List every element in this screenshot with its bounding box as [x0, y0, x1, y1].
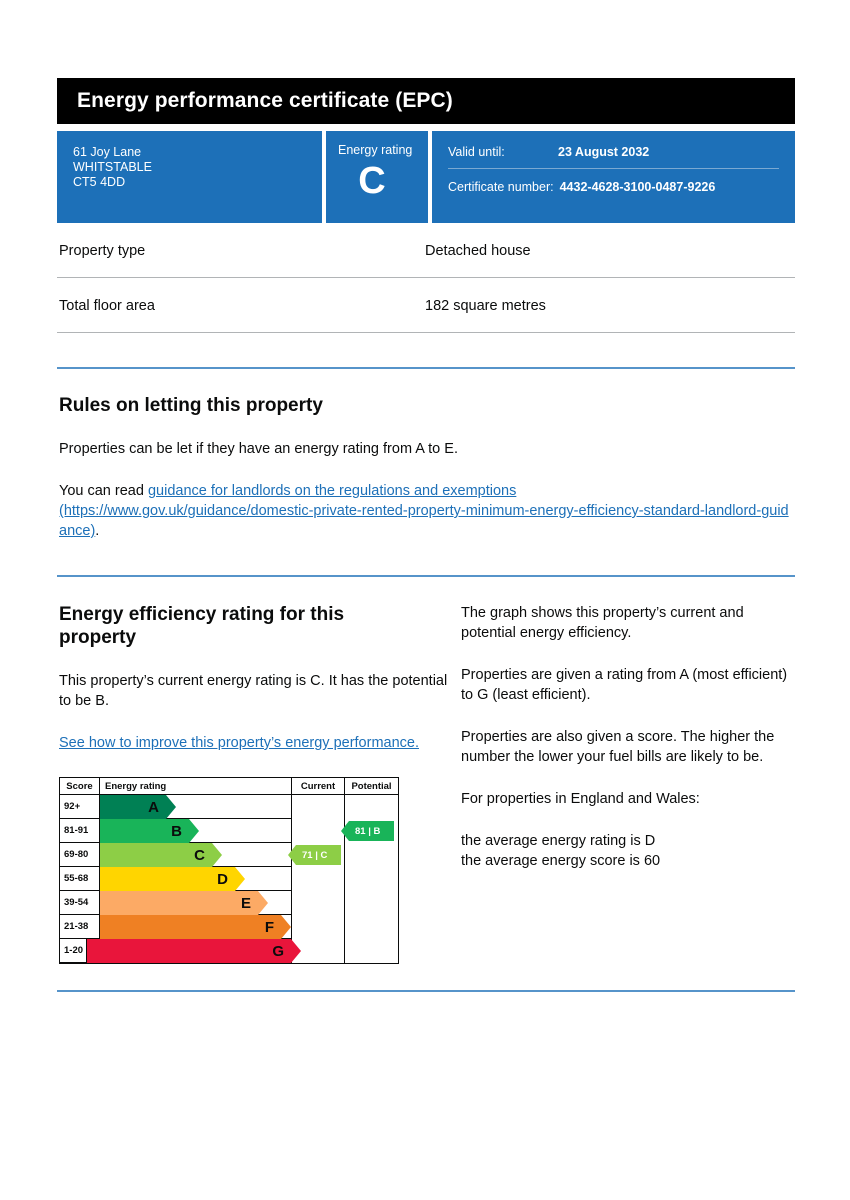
efficiency-heading: Energy efficiency rating for this property [59, 604, 345, 648]
graph-explanation-4: For properties in England and Wales: [461, 791, 700, 807]
guidance-suffix: . [95, 523, 100, 539]
detail-key: Property type [59, 243, 146, 259]
band-score-label: 55-68 [60, 867, 100, 891]
graph-column-potential: Potential [351, 780, 392, 792]
graph-header-row [60, 778, 398, 795]
detail-value: 182 square metres [425, 298, 546, 314]
landlord-guidance-link[interactable]: guidance for landlords on the regulations and exemptions [147, 483, 517, 499]
band-letter: A [148, 798, 159, 816]
graph-current-column [292, 795, 345, 963]
band-bar-wrapper [100, 819, 291, 843]
graph-explanation-3: Properties are also given a score. The higher the number the lower your fuel bills are likely to be. [461, 729, 775, 765]
band-letter: F [264, 918, 274, 936]
certificate-number-value: 4432-4628-3100-0487-9226 [559, 180, 716, 194]
graph-bands [60, 795, 292, 963]
potential-rating-marker [349, 821, 394, 841]
detail-value: Detached house [425, 243, 531, 259]
graph-band-row [60, 867, 291, 891]
detail-row [57, 278, 795, 333]
improve-performance-link[interactable]: See how to improve this property’s energy performance. [59, 735, 419, 751]
band-letter: B [171, 822, 182, 840]
detail-row [57, 223, 795, 278]
current-rating-marker [296, 845, 341, 865]
improve-link-paragraph [59, 733, 455, 753]
letting-paragraph: Properties can be let if they have an energy rating from A to E. [59, 441, 458, 457]
average-score-line: the average energy score is 60 [461, 853, 661, 869]
address-line-3: CT5 4DD [73, 175, 126, 189]
landlord-guidance-url[interactable]: (https://www.gov.uk/guidance/domestic-private-rented-property-minimum-energy-efficiency-standard-landlord-guidance) [59, 503, 789, 539]
graph-band-row [60, 819, 291, 843]
graph-band-row [60, 843, 291, 867]
valid-until-label: Valid until: [448, 145, 505, 159]
document-title-bar [57, 78, 795, 124]
valid-until-row [448, 145, 779, 169]
graph-column-score: Score [60, 778, 100, 795]
section-divider [57, 575, 795, 577]
graph-potential-column [345, 795, 398, 963]
band-bar [100, 915, 281, 939]
band-bar [100, 867, 235, 891]
band-letter: G [272, 942, 284, 960]
graph-band-row [60, 915, 291, 939]
address-line-1: 61 Joy Lane [73, 145, 142, 159]
current-rating-marker-label: 71 | C [302, 849, 328, 861]
band-letter: D [217, 870, 228, 888]
band-score-label: 21-38 [60, 915, 100, 939]
property-address [57, 131, 322, 223]
band-score-label: 1-20 [60, 939, 87, 963]
band-score-label: 81-91 [60, 819, 100, 843]
graph-explanation-2: Properties are given a rating from A (most efficient) to G (least efficient). [461, 667, 788, 703]
document-content [57, 78, 795, 992]
efficiency-left-column [57, 603, 455, 964]
efficiency-section [57, 603, 795, 964]
graph-body [60, 795, 398, 963]
band-score-label: 92+ [60, 795, 100, 819]
band-letter: C [194, 846, 205, 864]
band-bar [87, 939, 291, 963]
certificate-number-label: Certificate number: [448, 180, 554, 194]
energy-rating-letter: C [358, 160, 386, 202]
letting-guidance-paragraph [59, 481, 795, 541]
band-bar-wrapper [100, 867, 291, 891]
energy-rating-label: Energy rating [338, 143, 413, 157]
band-bar-wrapper [100, 843, 291, 867]
efficiency-current-text: This property’s current energy rating is C. It has the potential to be B. [59, 673, 448, 709]
validity-block [432, 131, 795, 223]
page-title: Energy performance certificate (EPC) [77, 89, 453, 112]
graph-band-row [60, 891, 291, 915]
energy-efficiency-graph [59, 777, 399, 964]
band-score-label: 39-54 [60, 891, 100, 915]
summary-band [57, 131, 795, 223]
efficiency-right-column [455, 603, 795, 964]
band-bar-wrapper [100, 795, 291, 819]
band-bar [100, 843, 212, 867]
graph-band-row [60, 939, 291, 963]
graph-explanation-1: The graph shows this property’s current and potential energy efficiency. [461, 605, 744, 641]
band-letter: E [240, 894, 251, 912]
graph-band-row [60, 795, 291, 819]
potential-rating-marker-label: 81 | B [355, 825, 381, 837]
valid-until-value: 23 August 2032 [558, 145, 650, 159]
address-line-2: WHITSTABLE [73, 160, 152, 174]
band-bar-wrapper [87, 939, 291, 963]
section-divider [57, 367, 795, 369]
guidance-prefix: You can read [59, 483, 148, 499]
band-bar-wrapper [100, 915, 291, 939]
detail-key: Total floor area [59, 298, 155, 314]
band-bar [100, 819, 189, 843]
band-bar-wrapper [100, 891, 291, 915]
band-bar [100, 891, 258, 915]
graph-column-current: Current [292, 778, 345, 795]
graph-column-energy-rating: Energy rating [100, 778, 292, 795]
certificate-number-row [448, 169, 779, 194]
energy-rating-block [326, 131, 428, 223]
band-bar [100, 795, 166, 819]
letting-heading: Rules on letting this property [59, 395, 323, 416]
bottom-divider [57, 990, 795, 992]
average-rating-line: the average energy rating is D [461, 833, 656, 849]
band-score-label: 69-80 [60, 843, 100, 867]
